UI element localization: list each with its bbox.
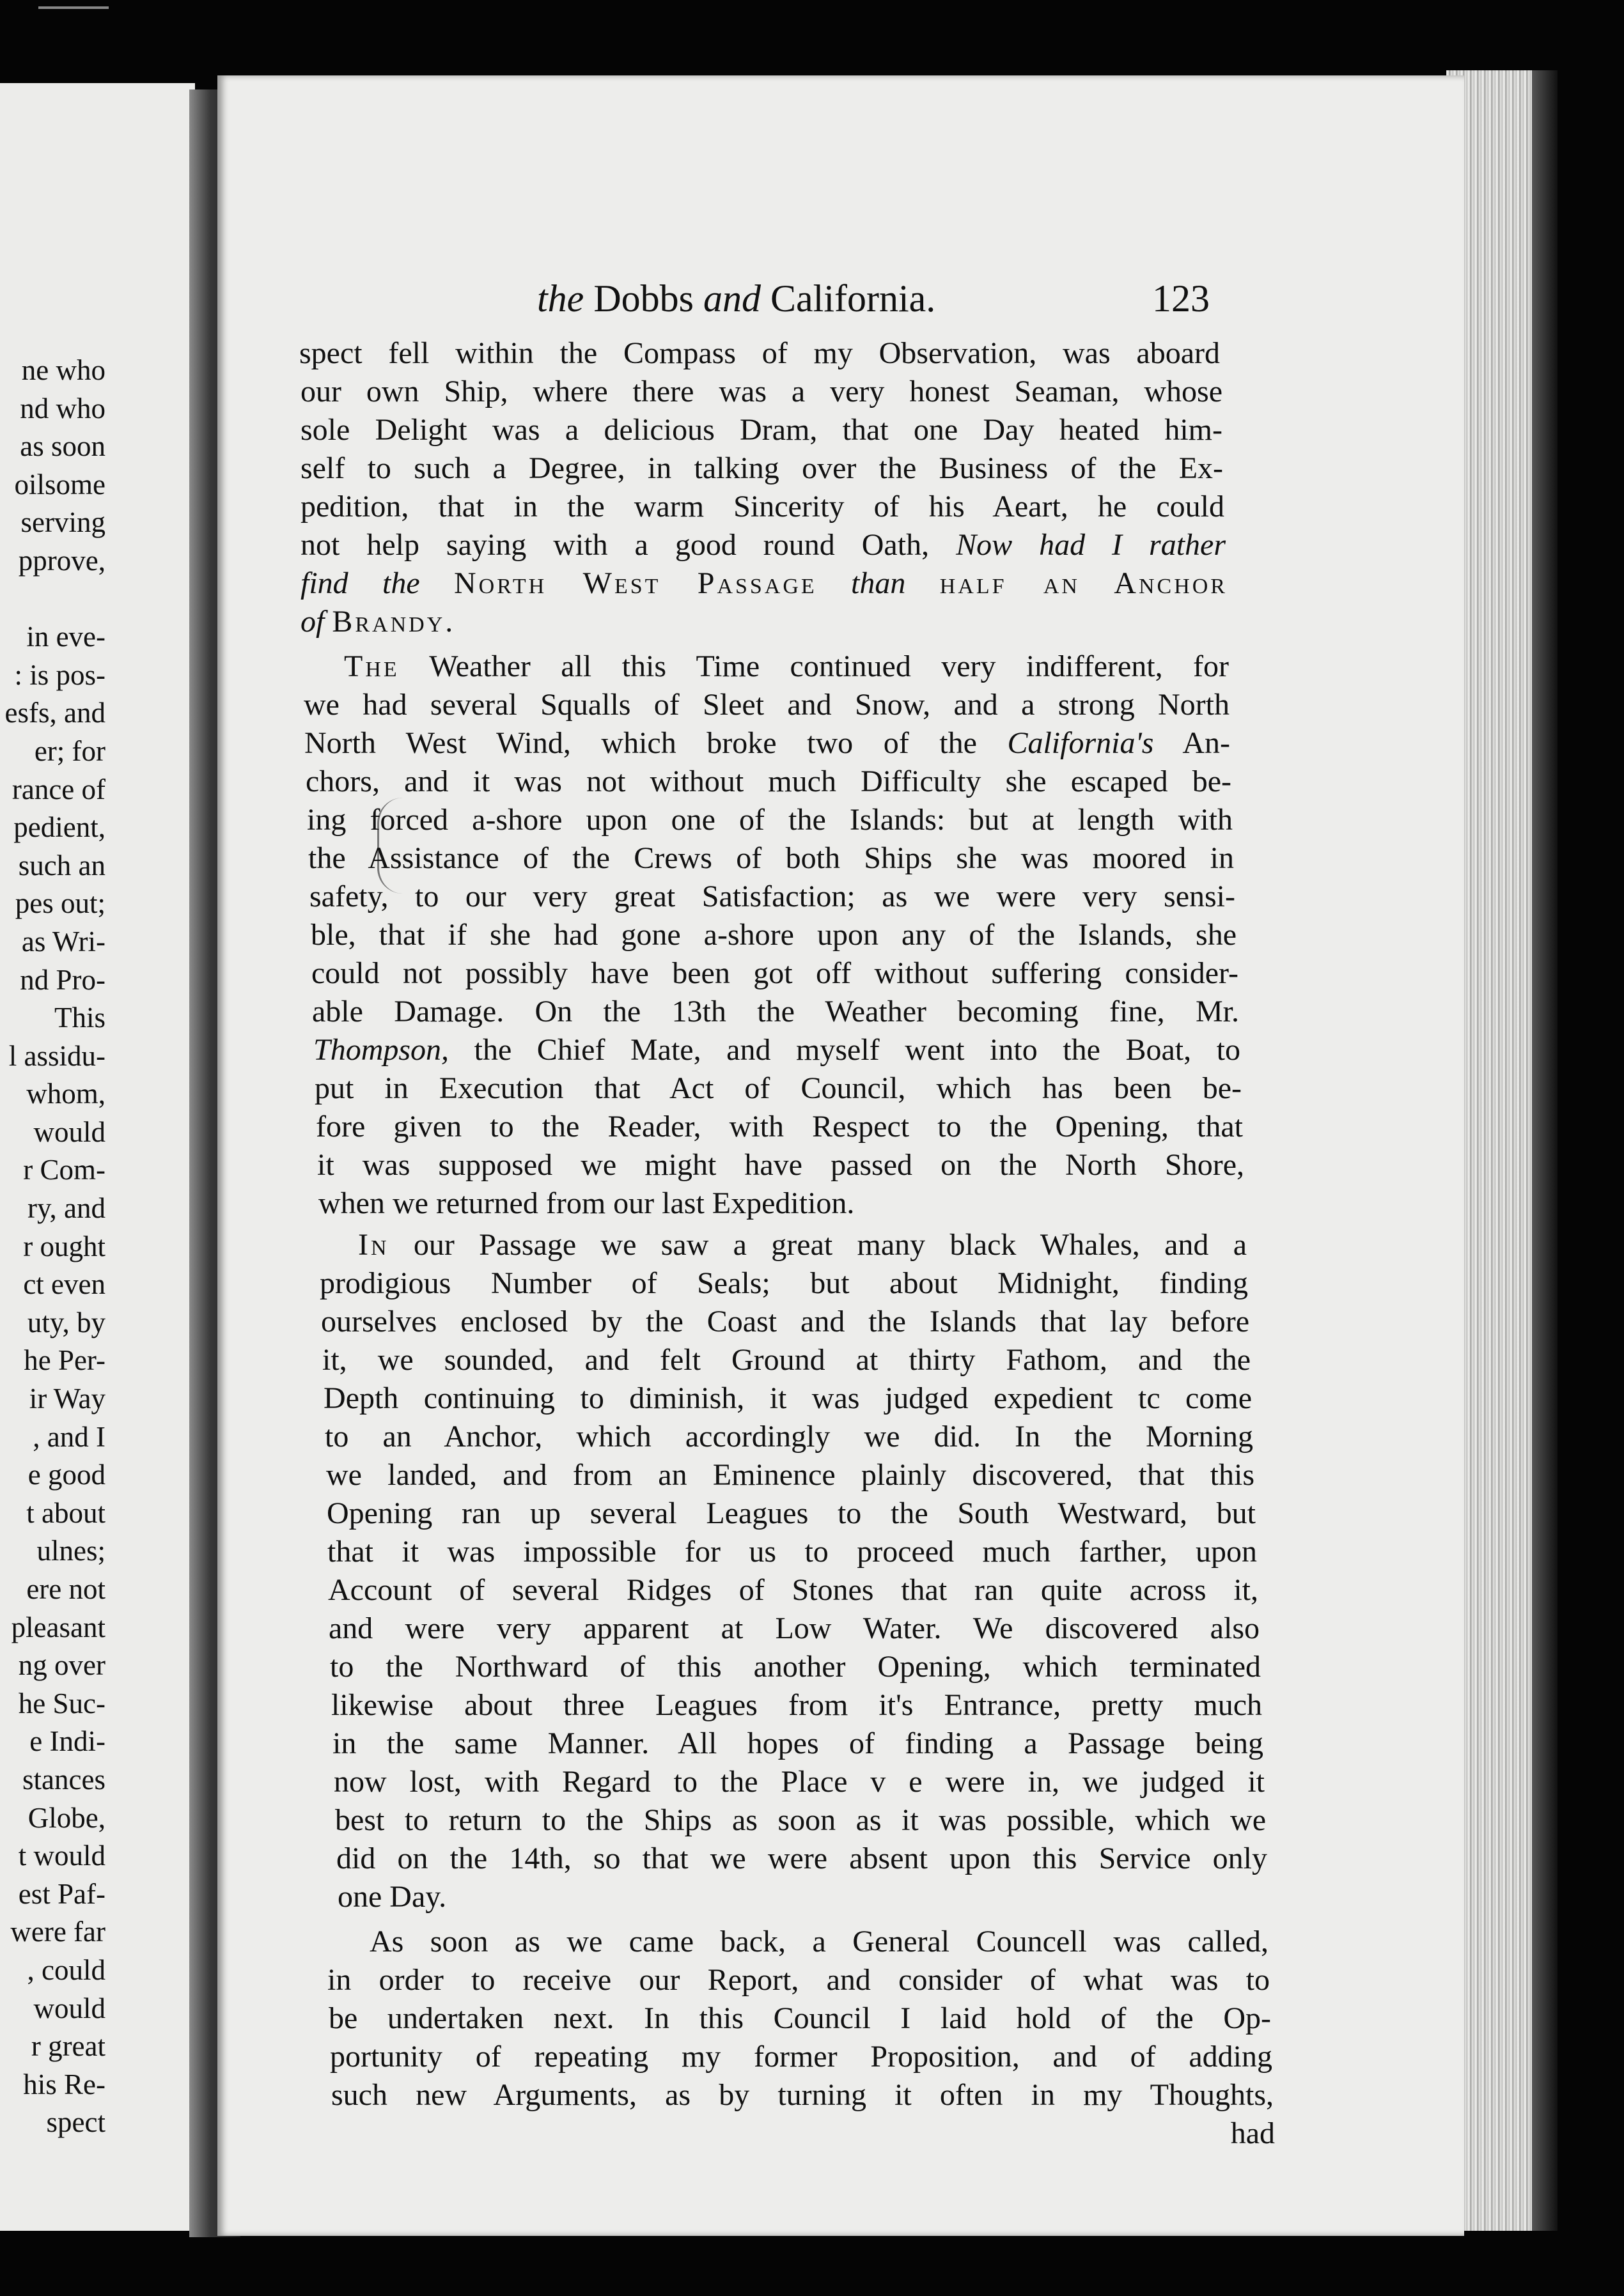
left-page-fragment: were far — [10, 1916, 105, 1948]
text-line: In our Passage we saw a great many black Whales, and a — [358, 1228, 1247, 1262]
left-facing-page — [0, 83, 195, 2231]
text-line: North West Wind, which broke two of the California's An- — [304, 726, 1231, 760]
left-page-fragment: spect — [46, 2106, 105, 2139]
text-line: Depth continuing to diminish, it was judged expedient tc come — [324, 1381, 1252, 1415]
left-page-fragment: est Paf- — [18, 1877, 105, 1910]
left-page-fragment — [0, 580, 105, 619]
text-line: Thompson, the Chief Mate, and myself went into the Boat, to — [313, 1033, 1241, 1067]
left-page-fragment: would — [33, 1115, 105, 1148]
running-head — [217, 277, 1464, 328]
text-line: ing forced a-shore upon one of the Islands: but at length with — [307, 803, 1233, 837]
text-line: safety, to our very great Satisfaction; as we were very sensi- — [309, 880, 1235, 913]
text-line: ble, that if she had gone a-shore upon any of the Islands, she — [311, 918, 1237, 952]
left-page-fragment: pedient, — [13, 811, 105, 844]
left-page-fragment: l assidu- — [8, 1039, 105, 1072]
text-line: Opening ran up several Leagues to the South Westward, but — [327, 1496, 1256, 1530]
left-page-fragment: such an — [18, 849, 105, 881]
left-page-fragment: esfs, and — [4, 697, 105, 729]
text-line: not help saying with a good round Oath, Now had I rather — [301, 528, 1226, 562]
left-page-fragment: he Suc- — [18, 1687, 105, 1719]
left-page-fragment: ct even — [23, 1268, 105, 1301]
text-line: likewise about three Leagues from it's Entrance, pretty much — [331, 1688, 1262, 1722]
text-line: we had several Squalls of Sleet and Snow, and a strong North — [304, 688, 1230, 722]
text-line: of Brandy. — [301, 605, 456, 639]
left-page-fragment: in eve- — [26, 621, 105, 653]
text-line: and were very apparent at Low Water. We discovered also — [329, 1611, 1260, 1645]
left-page-fragment: , and I — [33, 1420, 105, 1453]
left-page-fragment: ne who — [21, 354, 105, 386]
text-line: we landed, and from an Eminence plainly discovered, that this — [326, 1458, 1254, 1492]
left-page-fragment: ng over — [18, 1649, 105, 1682]
left-page-fragment: rance of — [12, 773, 105, 805]
text-line: in order to receive our Report, and consider of what was to — [327, 1963, 1270, 1997]
text-line: such new Arguments, as by turning it often in my Thoughts, — [331, 2078, 1274, 2112]
text-line: portunity of repeating my former Proposition, and of adding — [330, 2040, 1272, 2074]
page-number: 123 — [1152, 277, 1210, 320]
left-page-fragment: er; for — [34, 734, 105, 767]
text-line: to the Northward of this another Opening, which terminated — [330, 1650, 1261, 1684]
title-prefix: the — [537, 277, 584, 320]
title-name: Dobbs — [593, 277, 694, 320]
text-line: best to return to the Ships as soon as it was possible, which we — [335, 1803, 1266, 1837]
text-line: in the same Manner. All hopes of finding a Passage being — [332, 1726, 1263, 1760]
text-line: when we returned from our last Expedition. — [318, 1186, 855, 1220]
text-line: pedition, that in the warm Sincerity of his Aeart, he could — [301, 490, 1224, 524]
left-page-fragment: e Indi- — [29, 1725, 105, 1758]
text-line: able Damage. On the 13th the Weather becoming fine, Mr. — [312, 995, 1239, 1028]
left-page-fragment: would — [33, 1992, 105, 2024]
text-line: be undertaken next. In this Council I laid hold of the Op- — [329, 2001, 1271, 2035]
text-line: The Weather all this Time continued very indifferent, for — [344, 649, 1229, 683]
left-page-fragment: : is pos- — [14, 658, 105, 691]
left-page-fragment: uty, by — [27, 1306, 105, 1338]
text-line: self to such a Degree, in talking over the Business of the Ex- — [301, 451, 1223, 485]
left-page-text-fragments — [0, 352, 105, 2142]
text-line: did on the 14th, so that we were absent upon this Service only — [336, 1842, 1267, 1875]
left-page-fragment: as soon — [20, 430, 105, 463]
left-page-fragment: ulnes; — [36, 1535, 105, 1567]
title-place: California. — [770, 277, 936, 320]
left-page-fragment: r ought — [23, 1230, 105, 1262]
text-line: one Day. — [338, 1880, 447, 1914]
left-page-fragment: t about — [26, 1496, 105, 1529]
left-page-fragment: , could — [27, 1953, 105, 1986]
left-page-fragment: pleasant — [11, 1611, 105, 1643]
text-line: put in Execution that Act of Council, which has been be- — [315, 1071, 1242, 1105]
text-line: could not possibly have been got off without suffering consider- — [311, 956, 1238, 990]
text-line: to an Anchor, which accordingly we did. In the Morning — [325, 1420, 1253, 1454]
text-line: it, we sounded, and felt Ground at thirty Fathom, and the — [322, 1343, 1251, 1377]
text-line: it was supposed we might have passed on the North Shore, — [317, 1148, 1244, 1182]
left-page-fragment: oilsome — [14, 468, 105, 500]
text-line: find the North West Passage than half an Anchor — [301, 566, 1228, 600]
text-line: now lost, with Regard to the Place v e were in, we judged it — [334, 1765, 1265, 1799]
left-page-fragment: This — [54, 1002, 105, 1034]
left-page-fragment: pprove, — [18, 544, 105, 577]
left-page-fragment: ry, and — [27, 1192, 105, 1225]
text-line: ourselves enclosed by the Coast and the Islands that lay before — [321, 1305, 1249, 1338]
text-line: fore given to the Reader, with Respect to the Opening, that — [316, 1110, 1243, 1144]
text-line: prodigious Number of Seals; but about Midnight, finding — [320, 1266, 1248, 1300]
text-line: chors, and it was not without much Difficulty she escaped be- — [306, 764, 1231, 798]
left-page-fragment: stances — [22, 1763, 105, 1796]
book-edge — [1532, 70, 1558, 2231]
left-page-fragment: ir Way — [29, 1383, 105, 1415]
left-page-fragment: his Re- — [23, 2068, 105, 2100]
left-page-fragment: ere not — [26, 1573, 105, 1605]
left-page-fragment: whom, — [26, 1078, 105, 1110]
left-page-fragment: t would — [18, 1840, 105, 1872]
left-page-fragment: serving — [20, 506, 105, 539]
text-line: As soon as we came back, a General Councell was called, — [370, 1925, 1269, 1959]
text-line: the Assistance of the Crews of both Ships she was moored in — [308, 841, 1234, 875]
title-conjunction: and — [703, 277, 761, 320]
text-line: our own Ship, where there was a very honest Seaman, whose — [301, 375, 1222, 408]
catchword: had — [1230, 2116, 1275, 2150]
left-page-fragment: nd who — [20, 392, 105, 424]
left-page-fragment: he Per- — [24, 1344, 105, 1377]
text-line: that it was impossible for us to proceed much farther, upon — [327, 1535, 1257, 1569]
left-page-fragment: e good — [27, 1459, 105, 1491]
left-page-fragment: r Com- — [23, 1154, 105, 1186]
left-page-fragment: Globe, — [27, 1801, 105, 1834]
text-line: spect fell within the Compass of my Observation, was aboard — [299, 336, 1220, 370]
main-page — [217, 75, 1464, 2236]
text-line: Account of several Ridges of Stones that ran quite across it, — [328, 1573, 1258, 1607]
left-page-fragment: as Wri- — [21, 925, 105, 958]
scan-mark — [38, 6, 109, 9]
running-head-title — [537, 277, 935, 321]
text-line: sole Delight was a delicious Dram, that one Day heated him- — [301, 413, 1222, 447]
left-page-fragment: pes out; — [15, 887, 105, 920]
left-page-fragment: r great — [31, 2030, 105, 2063]
left-page-fragment: nd Pro- — [20, 963, 105, 996]
